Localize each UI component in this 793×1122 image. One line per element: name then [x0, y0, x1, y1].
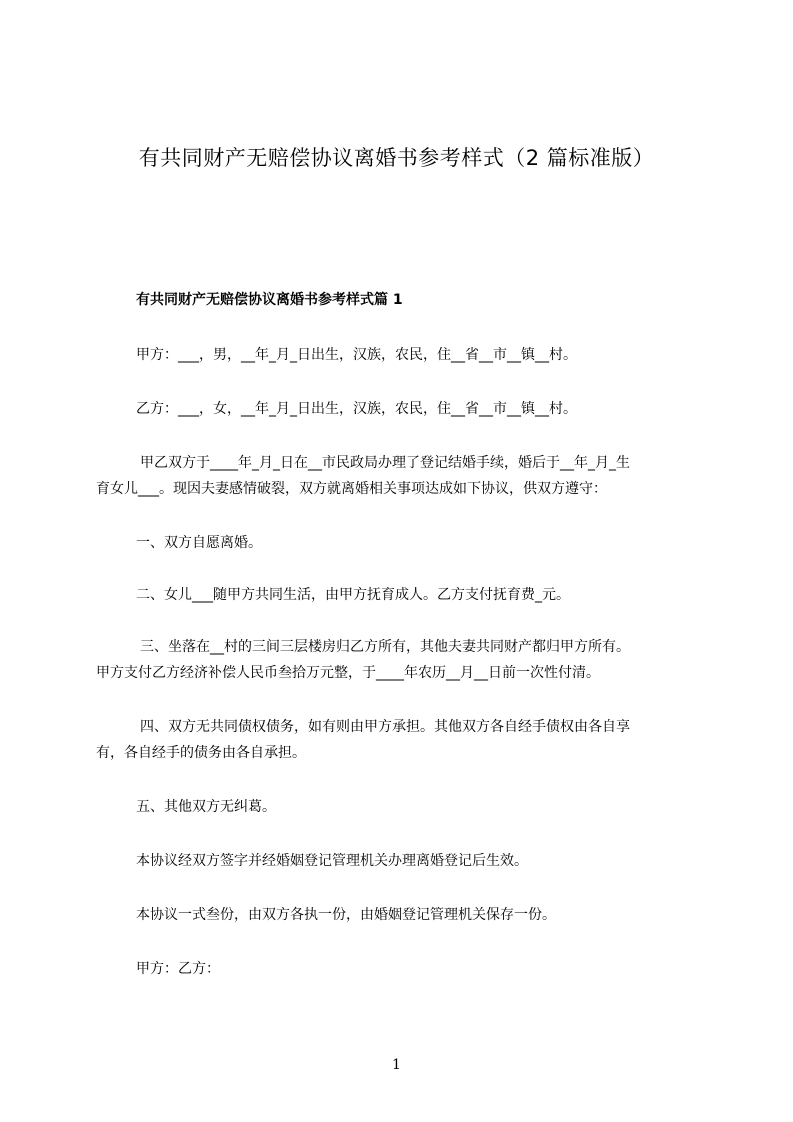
- section-heading: 有共同财产无赔偿协议离婚书参考样式篇 1: [136, 292, 403, 308]
- paragraph-party-a: [96, 342, 706, 368]
- paragraph-marriage-background: [96, 450, 706, 502]
- paragraph-line: 本协议经双方签字并经婚姻登记管理机关办理离婚登记后生效。: [136, 853, 528, 869]
- paragraph-line: 甲方：___，男，__年_月_日出生，汉族，农民，住__省__市__镇__村。: [136, 347, 577, 363]
- paragraph-line: 甲方：乙方：: [136, 961, 220, 977]
- paragraph-copies: [96, 902, 706, 928]
- paragraph-line: 有，各自经手的债务由各自承担。: [96, 745, 306, 761]
- document-title: 有共同财产无赔偿协议离婚书参考样式（2 篇标准版）: [138, 146, 655, 170]
- clause-2: [96, 582, 706, 608]
- paragraph-line: 育女儿___。现因夫妻感情破裂，双方就离婚相关事项达成如下协议，供双方遵守：: [96, 481, 607, 497]
- paragraph-line: 三、坐落在__村的三间三层楼房归乙方所有，其他夫妻共同财产都归甲方所有。: [140, 639, 630, 655]
- clause-4: [96, 714, 706, 766]
- clause-5: [96, 794, 706, 820]
- page-number: 1: [392, 1057, 401, 1073]
- paragraph-line: 本协议一式叁份，由双方各执一份，由婚姻登记管理机关保存一份。: [136, 907, 556, 923]
- paragraph-effective: [96, 848, 706, 874]
- clause-3: [96, 634, 706, 686]
- paragraph-line: 乙方：___，女，__年_月_日出生，汉族，农民，住__省__市__镇__村。: [136, 401, 577, 417]
- paragraph-line: 二、女儿___随甲方共同生活，由甲方抚育成人。乙方支付抚育费_元。: [136, 587, 570, 603]
- paragraph-line: 一、双方自愿离婚。: [136, 535, 262, 551]
- paragraph-party-b: [96, 396, 706, 422]
- paragraph-line: 五、其他双方无纠葛。: [136, 799, 276, 815]
- signature-line: [96, 956, 706, 982]
- paragraph-line: 四、双方无共同债权债务，如有则由甲方承担。其他双方各自经手债权由各自享: [140, 719, 630, 735]
- clause-1: [96, 530, 706, 556]
- paragraph-line: 甲方支付乙方经济补偿人民币叁拾万元整，于____年农历__月__日前一次性付清。: [96, 665, 600, 681]
- paragraph-line: 甲乙双方于____年_月_日在__市民政局办理了登记结婚手续，婚后于__年_月_生: [140, 455, 630, 471]
